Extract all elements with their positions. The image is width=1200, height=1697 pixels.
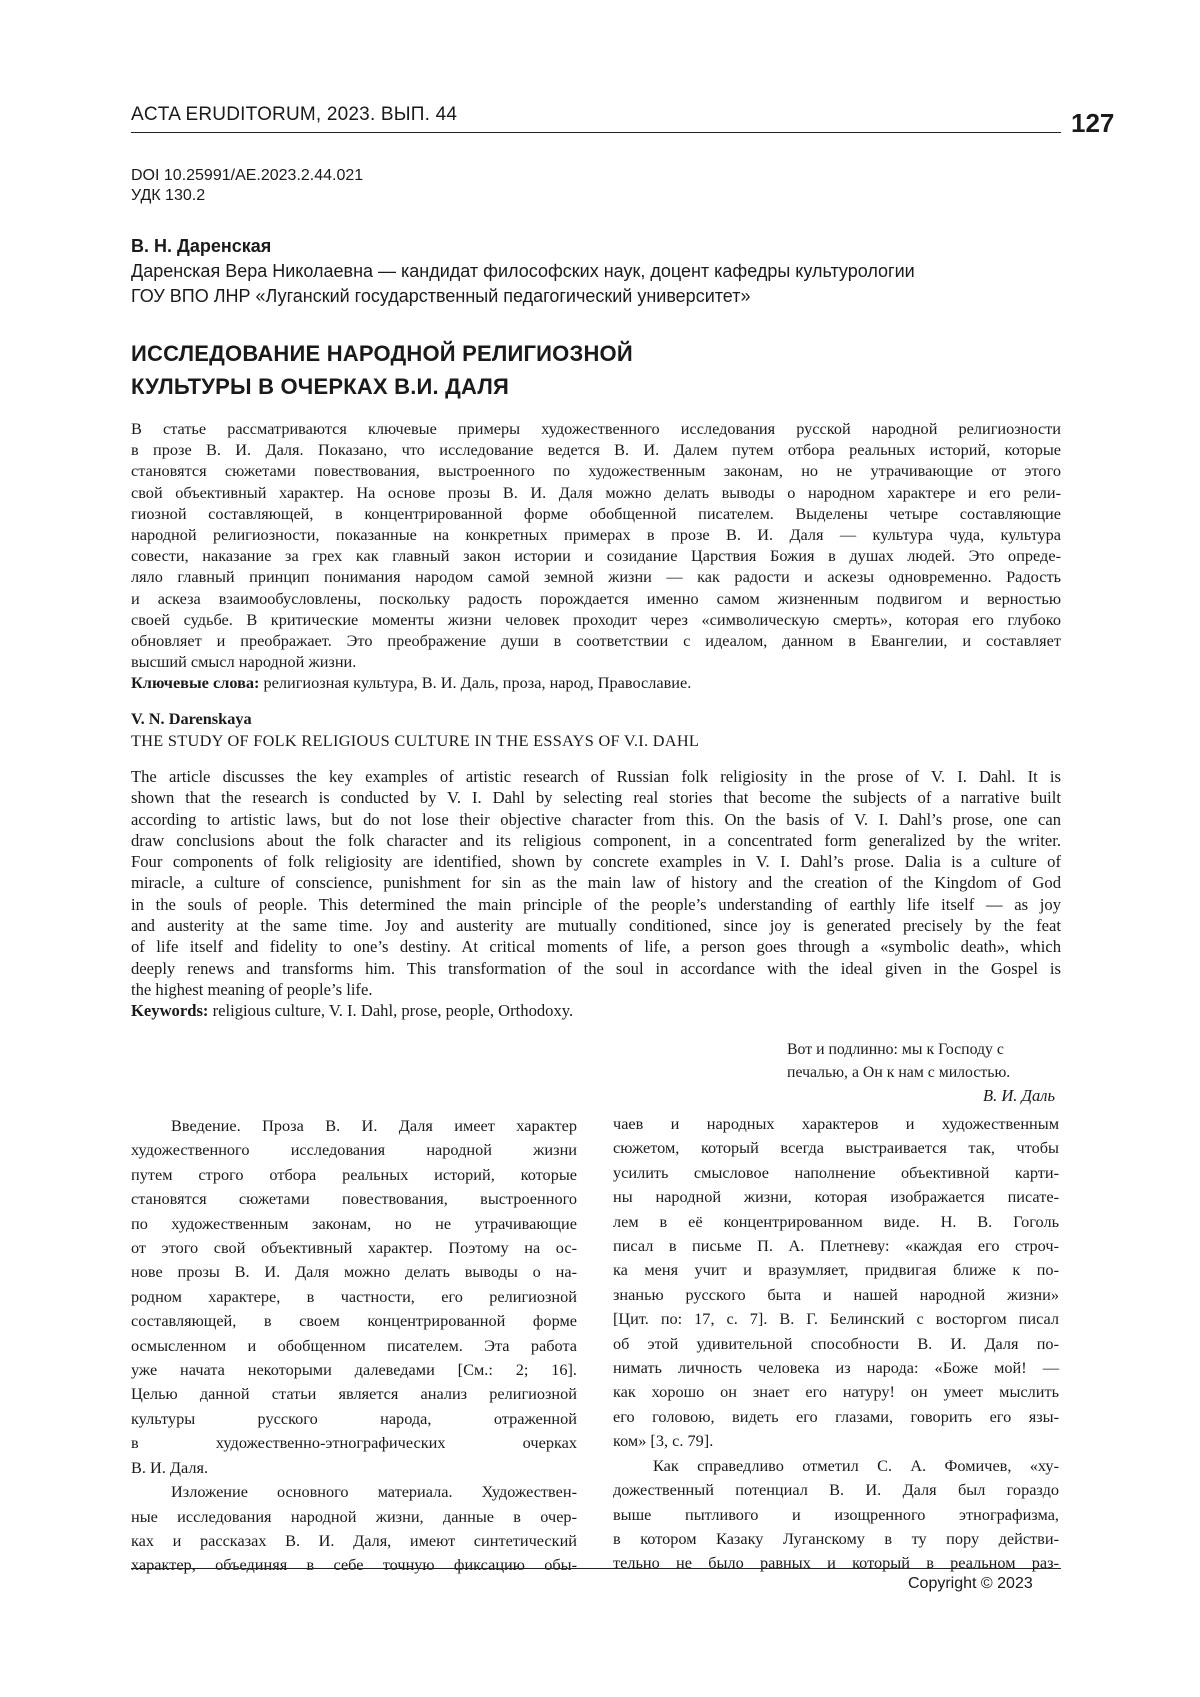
article-identifiers bbox=[131, 166, 363, 206]
epigraph-author: В. И. Даль bbox=[983, 1086, 1055, 1105]
body-column-right bbox=[613, 1112, 1059, 1576]
keywords-ru bbox=[131, 672, 1061, 693]
abstract-line: of life itself and fidelity to one’s destiny. At critical moments of life, a person goes through a «symbolic death», which bbox=[131, 937, 1061, 957]
abstract-line: miracle, a culture of conscience, punishment for sin as the main law of history and the creation of the Kingdom of God bbox=[131, 873, 1061, 893]
body-line: становятся сюжетами повествования, выстроенного bbox=[131, 1189, 577, 1209]
body-line: нимать личность человека из народа: «Боже мой! — bbox=[613, 1358, 1059, 1378]
body-line: ка меня учит и вразумляет, придвигая ближе к по- bbox=[613, 1260, 1059, 1280]
body-line: художественного исследования народной жизни bbox=[131, 1140, 577, 1160]
body-line: чаев и народных характеров и художественным bbox=[613, 1114, 1059, 1133]
abstract-line: совести, наказание за грех как главный закон истории и созидание Царствия Божия в душах людей. Это опреде- bbox=[131, 546, 1061, 566]
body-line: нове прозы В. И. Даля можно делать выводы о на- bbox=[131, 1262, 577, 1282]
keywords-text: religious culture, V. I. Dahl, prose, people, Orthodoxy. bbox=[208, 1001, 574, 1021]
body-line: Целью данной статьи является анализ религиозной bbox=[131, 1384, 577, 1404]
body-line: родном характере, в частности, его религиозной bbox=[131, 1286, 577, 1306]
body-line: характер, объединяя в себе точную фиксацию обы- bbox=[131, 1555, 577, 1575]
epigraph bbox=[787, 1038, 1055, 1107]
body-line: ках и рассказах В. И. Даля, имеют синтетический bbox=[131, 1530, 577, 1550]
article-title bbox=[131, 337, 633, 403]
body-line: лем в её концентрированном виде. Н. В. Гоголь bbox=[613, 1211, 1059, 1231]
author-name: В. Н. Даренская bbox=[131, 236, 272, 256]
body-line: путем строго отбора реальных историй, которые bbox=[131, 1164, 577, 1184]
body-line: составляющей, в своем концентрированной форме bbox=[131, 1311, 577, 1331]
keywords-en bbox=[131, 1000, 1061, 1021]
affiliation-line: ГОУ ВПО ЛНР «Луганский государственный педагогический университет» bbox=[131, 286, 751, 306]
keywords-label: Ключевые слова: bbox=[131, 673, 260, 693]
body-line: от этого свой объективный характер. Поэтому на ос- bbox=[131, 1238, 577, 1258]
abstract-line: своей судьбе. В критические моменты жизни человек проходит через «символическую смерть», которая его глубоко bbox=[131, 609, 1061, 629]
abstract-line: гиозной составляющей, в концентрированной форме обобщенной писателем. Выделены четыре составляющие bbox=[131, 503, 1061, 523]
abstract-line: according to artistic laws, but do not lose their objective character from this. On the basis of V. I. Dahl’s prose, one can bbox=[131, 809, 1061, 829]
abstract-line: draw conclusions about the folk character and its religious component, in a concentrated form generalized by the writer. bbox=[131, 830, 1061, 850]
body-column-left bbox=[131, 1114, 577, 1578]
body-line: уже начата некоторыми далеведами [См.: 2; 16]. bbox=[131, 1360, 577, 1380]
abstract-line: the highest meaning of people’s life. bbox=[131, 979, 373, 999]
copyright-notice: Copyright © 2023 bbox=[908, 1575, 1033, 1592]
body-line: как хорошо он знает его натуру! он умеет мыслить bbox=[613, 1382, 1059, 1402]
abstract-line: Four components of folk religiosity are identified, shown by concrete examples in V. I. Dahl’s prose. Dalia is a culture of bbox=[131, 852, 1061, 872]
abstract-line: становятся сюжетами повествования, выстроенного по художественным законам, но не утрачивающие от этого bbox=[131, 461, 1061, 481]
body-line: знанью русского быта и нашей народной жизни» bbox=[613, 1284, 1059, 1304]
body-line: об этой удивительной способности В. И. Даля по- bbox=[613, 1333, 1059, 1353]
body-line: его головою, видеть его глазами, говорить его язы- bbox=[613, 1406, 1059, 1426]
body-line: в художественно-этнографических очерках bbox=[131, 1433, 577, 1453]
udk: УДК 130.2 bbox=[131, 187, 206, 204]
body-line: выше пытливого и изощренного этнографизма, bbox=[613, 1504, 1059, 1524]
abstract-line: in the souls of people. This determined the main principle of the people’s understanding of earthly life itself — as joy bbox=[131, 894, 1061, 914]
epigraph-line: Вот и подлинно: мы к Господу с bbox=[787, 1041, 1004, 1058]
body-line: культуры русского народа, отраженной bbox=[131, 1408, 577, 1428]
abstract-line: высший смысл народной жизни. bbox=[131, 652, 357, 672]
body-line: Как справедливо отметил С. А. Фомичев, «ху- bbox=[653, 1455, 1059, 1475]
title-line: ИССЛЕДОВАНИЕ НАРОДНОЙ РЕЛИГИОЗНОЙ bbox=[131, 341, 633, 366]
keywords-label: Keywords: bbox=[131, 1001, 209, 1021]
abstract-line: ляло главный принцип понимания народом самой земной жизни — как радости и аскезы одновременно. Радость bbox=[131, 567, 1061, 587]
body-line: Изложение основного материала. Художествен- bbox=[171, 1482, 577, 1502]
abstract-line: и аскеза взаимообусловлены, поскольку радость порождается именно самом жизненным подвигом и верностью bbox=[131, 588, 1061, 608]
body-line: усилить смысловое наполнение объективной карти- bbox=[613, 1162, 1059, 1182]
body-line: сюжетом, который всегда выстраивается так, чтобы bbox=[613, 1138, 1059, 1158]
english-title: THE STUDY OF FOLK RELIGIOUS CULTURE IN THE ESSAYS OF V.I. DAHL bbox=[131, 731, 700, 750]
journal-header: ACTA ERUDITORUM, 2023. ВЫП. 44 bbox=[131, 104, 458, 125]
abstract-line: свой объективный характер. На основе прозы В. И. Даля можно делать выводы о народном характере и его рели- bbox=[131, 482, 1061, 502]
body-line: дожественный потенциал В. И. Даля был гораздо bbox=[613, 1480, 1059, 1500]
abstract-line: В статье рассматриваются ключевые примеры художественного исследования русской народной религиозности bbox=[131, 419, 1061, 438]
abstract-line: народной религиозности, показанные на конкретных примерах в прозе В. И. Даля — культура чуда, культура bbox=[131, 525, 1061, 545]
epigraph-line: печалью, а Он к нам с милостью. bbox=[787, 1064, 1011, 1081]
abstract-line: shown that the research is conducted by V. I. Dahl by selecting real stories that become the subjects of a narrative built bbox=[131, 788, 1061, 808]
abstract-line: deeply renews and transforms him. This transformation of the soul in accordance with the ideal given in the Gospel is bbox=[131, 958, 1061, 978]
abstract-en bbox=[131, 766, 1061, 1022]
keywords-text: религиозная культура, В. И. Даль, проза, народ, Православие. bbox=[259, 673, 692, 693]
page-number: 127 bbox=[1071, 108, 1115, 138]
body-line: тельно не было равных и который в реальном раз- bbox=[613, 1553, 1059, 1573]
author-affiliation bbox=[131, 259, 1071, 309]
doi[interactable]: DOI 10.25991/AE.2023.2.44.021 bbox=[131, 167, 364, 184]
body-line: Введение. Проза В. И. Даля имеет характер bbox=[171, 1116, 577, 1135]
abstract-line: and austerity at the same time. Joy and austerity are mutually conditioned, since joy is generated precisely by the feat bbox=[131, 916, 1061, 936]
footer-rule bbox=[131, 1568, 1061, 1569]
abstract-line: The article discusses the key examples of artistic research of Russian folk religiosity in the prose of V. I. Dahl. It is bbox=[131, 767, 1061, 786]
body-line: В. И. Даля. bbox=[131, 1457, 209, 1477]
header-rule bbox=[131, 132, 1061, 133]
title-line: КУЛЬТУРЫ В ОЧЕРКАХ В.И. ДАЛЯ bbox=[131, 374, 510, 399]
body-line: писал в письме П. А. Плетневу: «каждая его строч- bbox=[613, 1236, 1059, 1256]
body-line: ные исследования народной жизни, данные в очер- bbox=[131, 1506, 577, 1526]
affiliation-line: Даренская Вера Николаевна — кандидат философских наук, доцент кафедры культурологии bbox=[131, 261, 915, 281]
body-line: [Цит. по: 17, с. 7]. В. Г. Белинский с восторгом писал bbox=[613, 1309, 1059, 1329]
body-line: по художественным законам, но не утрачивающие bbox=[131, 1213, 577, 1233]
body-line: ны народной жизни, которая изображается писате- bbox=[613, 1187, 1059, 1207]
body-line: в котором Казаку Луганскому в ту пору действи- bbox=[613, 1528, 1059, 1548]
body-line: ком» [3, с. 79]. bbox=[613, 1431, 714, 1451]
body-line: осмысленном и обобщенном писателем. Эта работа bbox=[131, 1335, 577, 1355]
abstract-ru bbox=[131, 418, 1061, 694]
english-author: V. N. Darenskaya bbox=[131, 709, 252, 728]
abstract-line: обновляет и преображает. Это преображение души в соответствии с идеалом, данном в Евангелии, и составляет bbox=[131, 631, 1061, 651]
abstract-line: в прозе В. И. Даля. Показано, что исследование ведется В. И. Далем путем отбора реальных историй, которые bbox=[131, 440, 1061, 460]
